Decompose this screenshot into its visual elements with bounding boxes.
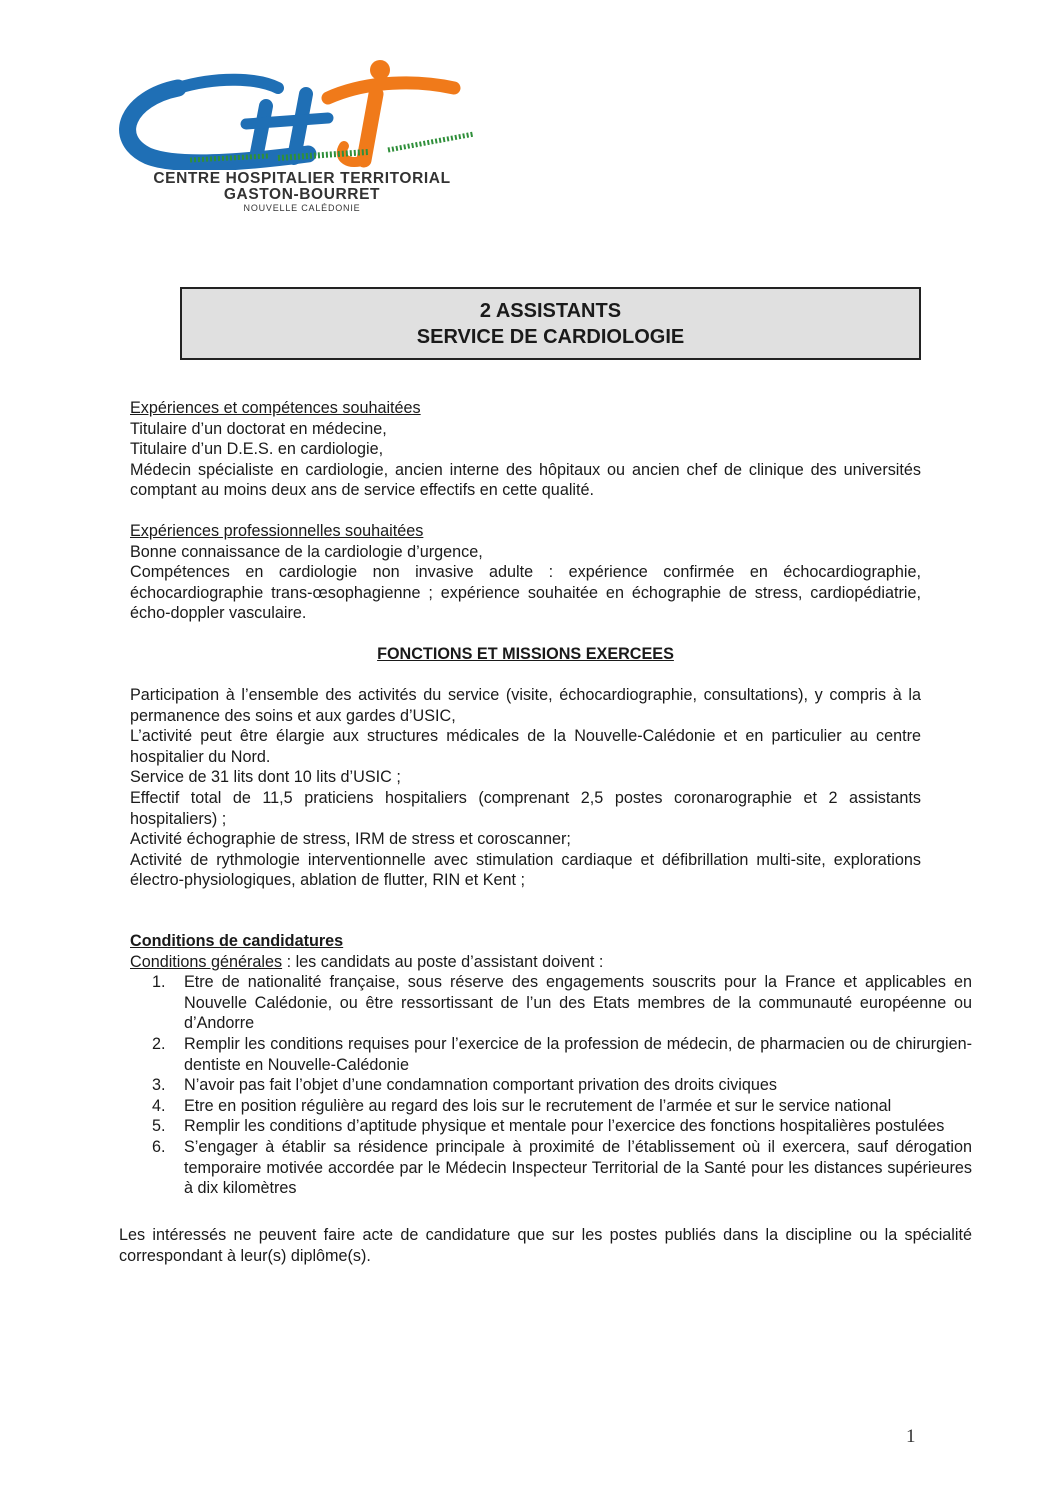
conditions-list — [130, 972, 972, 1199]
list-item — [130, 1096, 972, 1117]
logo-mark-icon — [118, 58, 490, 170]
paragraph-line: Effectif total de 11,5 praticiens hospitaliers (comprenant 2,5 postes coronarographie et 2 assistants hospitaliers) ; — [130, 788, 921, 828]
list-item-number: 1. — [152, 973, 166, 992]
list-item-text: Remplir les conditions requises pour l’exercice de la profession de médecin, de pharmacien ou de chirurgien-dentiste en Nouvelle-Calédonie — [184, 1034, 972, 1074]
list-item-text: Etre de nationalité française, sous réserve des engagements souscrits pour la France et applicables en Nouvelle Calédonie, ou être ressortissant de l’un des Etats membres de la communauté européenne ou d’Andorre — [184, 973, 972, 1033]
list-item-number: 3. — [152, 1076, 166, 1095]
conditions-sub-rest: : les candidats au poste d’assistant doivent : — [282, 952, 604, 971]
title-box — [180, 287, 921, 360]
list-item-number: 4. — [152, 1096, 166, 1115]
conditions-intro — [130, 952, 972, 973]
section-fonctions — [130, 685, 921, 891]
list-item-text: Remplir les conditions d’aptitude physique et mentale pour l’exercice des fonctions hospitalières postulées — [184, 1117, 945, 1136]
title-line2: SERVICE DE CARDIOLOGIE — [416, 326, 685, 348]
hospital-logo — [118, 58, 490, 216]
list-item — [130, 1075, 972, 1096]
paragraph-line: Participation à l’ensemble des activités du service (visite, échocardiographie, consultations), y compris à la permanence des soins et aux gardes d’USIC, — [130, 686, 921, 725]
section-heading: Expériences professionnelles souhaitées — [130, 522, 424, 540]
paragraph-line: Bonne connaissance de la cardiologie d’urgence, — [130, 542, 483, 561]
paragraph-line: Service de 31 lits dont 10 lits d’USIC ; — [130, 768, 401, 787]
paragraph-line: Titulaire d’un doctorat en médecine, — [130, 419, 387, 438]
closing-paragraph — [119, 1225, 972, 1266]
paragraph-line: Médecin spécialiste en cardiologie, ancien interne des hôpitaux ou ancien chef de clinique des universités comptant au moins deux ans de service effectifs en cette qualité. — [130, 460, 921, 500]
closing-text: Les intéressés ne peuvent faire acte de candidature que sur les postes publiés dans la discipline ou la spécialité correspondant à leur(s) diplôme(s). — [119, 1226, 972, 1265]
section-heading: Expériences et compétences souhaitées — [130, 399, 421, 417]
logo-name-line2: GASTON-BOURRET — [223, 186, 381, 203]
list-item-text: N’avoir pas fait l’objet d’une condamnation comportant privation des droits civiques — [184, 1076, 777, 1095]
logo-name-line1: CENTRE HOSPITALIER TERRITORIAL — [153, 170, 451, 187]
list-item — [130, 972, 972, 1034]
paragraph-line: Compétences en cardiologie non invasive adulte : expérience confirmée en échocardiographie, échocardiographie trans-œsophagienne ; expérience souhaitée en échographie de stress, cardiopédiatrie, écho-doppler vasculaire. — [130, 563, 921, 623]
list-item-number: 5. — [152, 1117, 166, 1136]
page-number: 1 — [906, 1426, 916, 1447]
list-item-number: 6. — [152, 1137, 166, 1156]
section-competences — [130, 398, 921, 501]
paragraph-line: L’activité peut être élargie aux structures médicales de la Nouvelle-Calédonie et en particulier au centre hospitalier du Nord. — [130, 727, 921, 766]
title-line1: 2 ASSISTANTS — [479, 300, 622, 322]
logo-location: NOUVELLE CALÉDONIE — [243, 203, 361, 213]
section-conditions — [130, 931, 972, 1199]
conditions-sub-label: Conditions générales — [130, 952, 283, 971]
section-heading-fonctions: FONCTIONS ET MISSIONS EXERCEES — [377, 645, 674, 663]
paragraph-line: Activité de rythmologie interventionnelle avec stimulation cardiaque et défibrillation multi-site, explorations électro-physiologiques, ablation de flutter, RIN et Kent ; — [130, 850, 921, 890]
list-item — [130, 1137, 972, 1199]
list-item-text: Etre en position régulière au regard des lois sur le recrutement de l’armée et sur le service national — [184, 1096, 892, 1115]
list-item — [130, 1116, 972, 1137]
list-item-text: S’engager à établir sa résidence principale à proximité de l’établissement où il exercera, sauf dérogation temporaire motivée accordée par le Médecin Inspecteur Territorial de la Santé pour les distances supérieures à dix kilomètres — [184, 1137, 972, 1198]
paragraph-line: Activité échographie de stress, IRM de stress et coroscanner; — [130, 830, 571, 849]
list-item-number: 2. — [152, 1034, 166, 1053]
section-heading: Conditions de candidatures — [130, 932, 344, 950]
paragraph-line: Titulaire d’un D.E.S. en cardiologie, — [130, 440, 384, 459]
list-item — [130, 1034, 972, 1075]
section-professionnelles — [130, 521, 921, 624]
